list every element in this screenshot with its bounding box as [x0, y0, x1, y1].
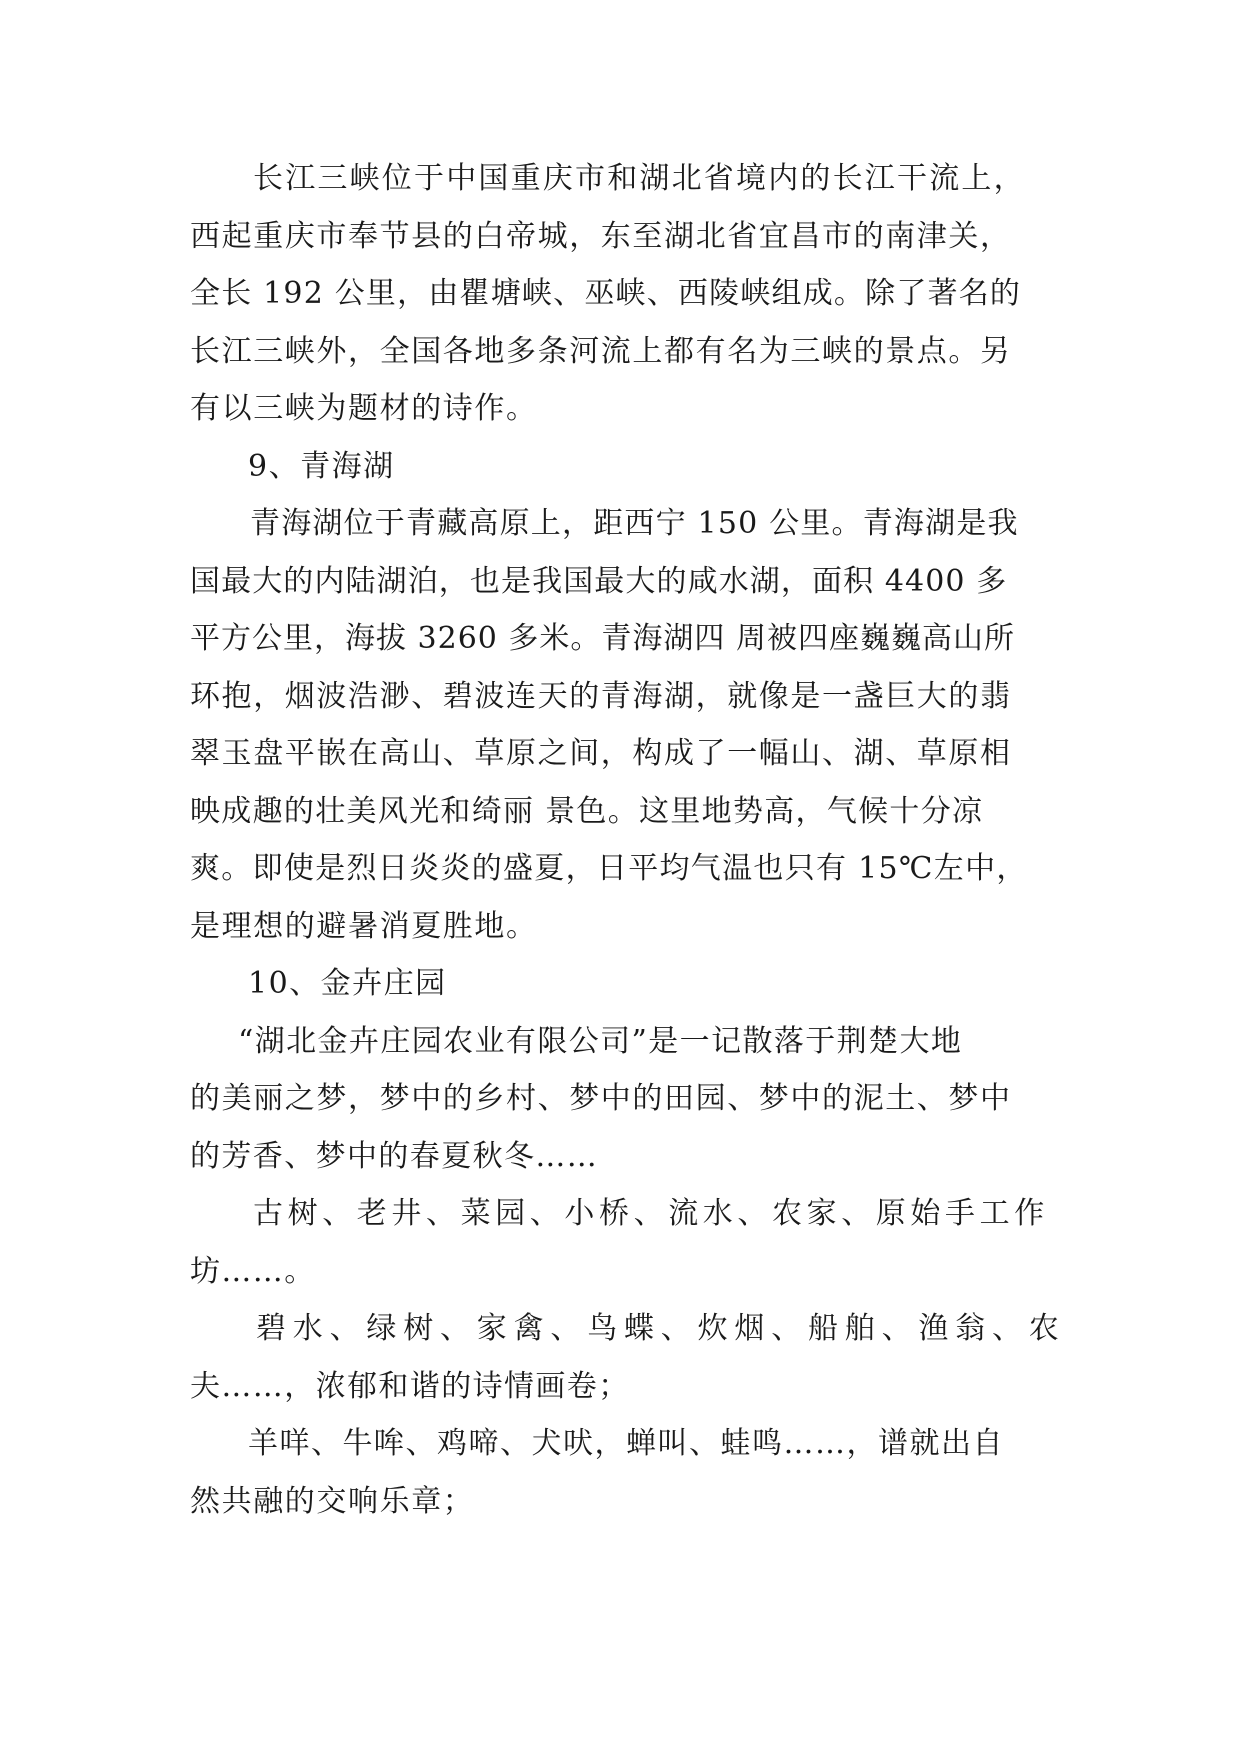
paragraph-line: 西起重庆市奉节县的白帝城，东至湖北省宜昌市的南津关， [190, 218, 1012, 254]
paragraph-line: 映成趣的壮美风光和绮丽 景色。这里地势高，气候十分凉 [190, 793, 984, 829]
paragraph-line: 夫……，浓郁和谐的诗情画卷； [190, 1368, 630, 1404]
paragraph-line: 爽。即使是烈日炎炎的盛夏，日平均气温也只有 15℃左中， [190, 851, 1028, 886]
paragraph-line: 古树、老井、菜园、小桥、流水、农家、原始手工作 [253, 1196, 1049, 1231]
paragraph-line: 有以三峡为题材的诗作。 [190, 391, 538, 426]
paragraph-line: 的美丽之梦，梦中的乡村、梦中的田园、梦中的泥土、梦中 [190, 1081, 1012, 1116]
paragraph-line: 翠玉盘平嵌在高山、草原之间，构成了一幅山、湖、草原相 [190, 736, 1012, 771]
paragraph-line: 是理想的避暑消夏胜地。 [190, 908, 538, 944]
section-heading: 10、金卉庄园 [248, 966, 447, 1001]
paragraph-line: 碧水、绿树、家禽、鸟蝶、炊烟、船舶、渔翁、农 [256, 1311, 1066, 1346]
paragraph-line: 坊……。 [190, 1253, 316, 1289]
paragraph-line: 长江三峡位于中国重庆市和湖北省境内的长江干流上， [253, 161, 1026, 196]
paragraph-line: 青海湖位于青藏高原上，距西宁 150 公里。青海湖是我 [250, 506, 1019, 541]
paragraph-line: 国最大的内陆湖泊，也是我国最大的咸水湖，面积 4400 多 [190, 563, 1008, 599]
paragraph-line: 全长 192 公里，由瞿塘峡、巫峡、西陵峡组成。除了著名的 [190, 276, 1022, 311]
paragraph-line: 的芳香、梦中的春夏秋冬…… [190, 1138, 599, 1174]
paragraph-line: “湖北金卉庄园农业有限公司”是一记散落于荆楚大地 [238, 1023, 963, 1059]
paragraph-line: 平方公里，海拔 3260 多米。青海湖四 周被四座巍巍高山所 [190, 621, 1015, 656]
paragraph-line: 环抱，烟波浩渺、碧波连天的青海湖，就像是一盏巨大的翡 [190, 678, 1012, 714]
paragraph-line: 长江三峡外，全国各地多条河流上都有名为三峡的景点。另 [190, 333, 1012, 369]
paragraph-line: 然共融的交响乐章； [190, 1483, 475, 1519]
document-body [190, 150, 1066, 1530]
section-heading: 9、青海湖 [248, 448, 395, 484]
paragraph-line: 羊咩、牛哞、鸡啼、犬吠，蝉叫、蛙鸣……，谱就出自 [248, 1426, 1004, 1461]
